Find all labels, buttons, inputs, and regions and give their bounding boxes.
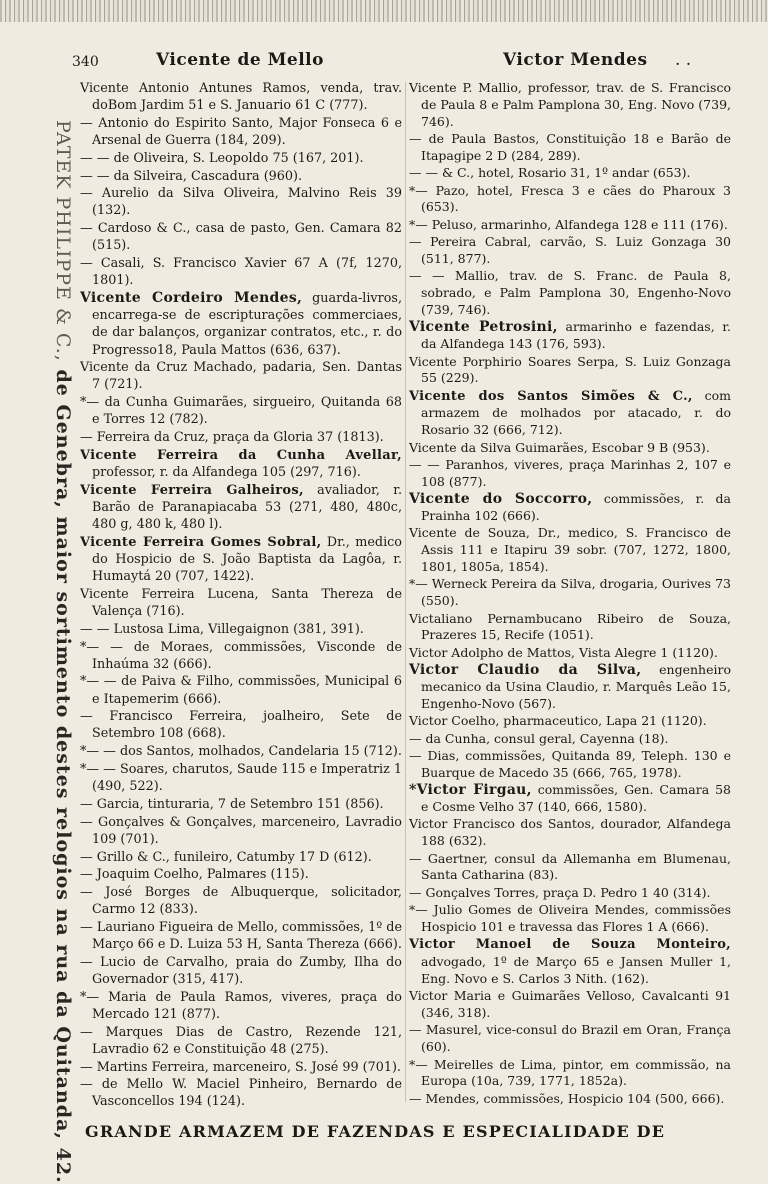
directory-entry [80,796,402,813]
directory-entry [409,388,731,439]
entry-name: Vicente dos Santos Simões & C., [409,388,693,404]
entry-text: Vicente da Cruz Machado, padaria, Sen. Dantas 7 (721). [80,360,402,393]
entry-text: — Masurel, vice-consul do Brazil em Oran, França (60). [409,1022,731,1055]
directory-entry [80,673,402,707]
directory-entry [409,576,731,610]
directory-entry [409,851,731,885]
directory-entry [409,457,731,491]
entry-name: Vicente Ferreira da Cunha Avellar, [80,447,402,463]
entry-text: Victor Coelho, pharmaceutico, Lapa 21 (1120). [409,713,707,729]
entry-text: — Garcia, tinturaria, 7 de Setembro 151 (856). [80,796,384,812]
directory-entry [409,234,731,268]
directory-entry [409,748,731,782]
entry-text: — Marques Dias de Castro, Rezende 121, Lavradio 62 e Constituição 48 (275). [80,1024,402,1057]
directory-entry [409,782,731,816]
directory-entry [80,447,402,481]
directory-entry [80,1059,402,1076]
directory-entry [80,743,402,760]
column-divider [405,82,406,1102]
entry-text: Vicente Antonio Antunes Ramos, venda, trav. doBom Jardim 51 e S. Januario 61 C (777). [80,81,402,114]
entry-text: — Aurelio da Silva Oliveira, Malvino Reis 39 (132). [80,186,402,219]
entry-text: com armazem de molhados por atacado, r. do Rosario 32 (666, 712). [421,387,731,438]
entry-text: *— — de Paiva & Filho, commissões, Municipal 6 e Itapemerim (666). [80,674,402,707]
side-advert-brand: PATEK PHILIPPE & C., [52,120,74,362]
directory-entry [409,165,731,182]
entry-text: — Gonçalves & Gonçalves, marceneiro, Lavradio 109 (701). [80,814,402,847]
entry-text: advogado, 1º de Março 65 e Jansen Muller 1, Eng. Novo e S. Carlos 3 Nith. (162). [421,954,731,986]
entry-text: Vicente P. Mallio, professor, trav. de S. Francisco de Paula 8 e Palm Pamplona 30, Eng. Novo (739, 746). [409,80,731,129]
entry-text: — — Paranhos, viveres, praça Marinhas 2, 107 e 108 (877). [409,457,731,489]
directory-entry [80,482,402,533]
entry-text: — — Lustosa Lima, Villegaignon (381, 391). [80,621,364,637]
entry-text: — Ferreira da Cruz, praça da Gloria 37 (1813). [80,430,384,446]
entry-text: — de Paula Bastos, Constituição 18 e Barão de Itapagipe 2 D (284, 289). [409,130,731,163]
directory-entry [80,814,402,848]
entry-name: Vicente Petrosini, [409,319,558,336]
entry-text: *— Peluso, armarinho, Alfandega 128 e 111 (176). [409,216,728,232]
directory-entry [80,115,402,149]
directory-entry [409,354,731,388]
entry-name: Victor Manoel de Souza Monteiro, [409,937,731,953]
entry-text: *— da Cunha Guimarães, sirgueiro, Quitanda 68 e Torres 12 (782). [80,395,402,428]
entry-text: — Dias, commissões, Quitanda 89, Teleph. 130 e Buarque de Macedo 35 (666, 765, 1978). [409,747,731,780]
directory-entry [409,440,731,457]
directory-entry [80,290,402,359]
directory-entry [80,761,402,795]
side-advert-rest: de Genebra, maior sortimento destes relogios na rua da Quitanda, 42. [52,361,74,1184]
directory-entry [80,849,402,866]
directory-entry [80,429,402,446]
left-running-head: Vicente de Mello [156,50,324,70]
entry-text: — Joaquim Coelho, Palmares (115). [80,867,309,883]
page-top-edge [0,0,768,22]
directory-entry [80,150,402,167]
entry-text: *— Meirelles de Lima, pintor, em commissão, na Europa (10a, 739, 1771, 1852a). [409,1056,731,1089]
entry-text: *— Werneck Pereira da Silva, drogaria, Ourives 73 (550). [409,576,731,609]
right-column [409,80,731,1108]
directory-entry [409,183,731,217]
entry-name: Vicente do Soccorro, [409,491,593,508]
entry-text: — Mendes, commissões, Hospicio 104 (500, 666). [409,1090,725,1106]
entry-text: — Pereira Cabral, carvão, S. Luiz Gonzaga 30 (511, 877). [409,234,731,266]
entry-text: *— Pazo, hotel, Fresca 3 e cães do Pharoux 3 (653). [409,182,731,215]
entry-text: avaliador, r. Barão de Paranapiacaba 53 (271, 480, 480c, 480 g, 480 k, 480 l). [92,482,402,533]
entry-text: — Francisco Ferreira, joalheiro, Sete de Setembro 108 (668). [80,709,402,742]
directory-entry [80,708,402,742]
side-advert [34,120,74,1184]
entry-name: *Victor Firgau, [409,782,532,799]
entry-text: commissões, Gen. Camara 58 e Cosme Velho 37 (140, 666, 1580). [421,782,731,814]
entry-text: Victor Adolpho de Mattos, Vista Alegre 1 (1120). [409,644,718,660]
entry-text: armarinho e fazendas, r. da Alfandega 143 (176, 593). [421,319,731,352]
entry-name: Vicente Ferreira Gomes Sobral, [80,534,322,550]
entry-text: Vicente da Silva Guimarães, Escobar 9 B (953). [409,439,710,455]
entry-text: *— Julio Gomes de Oliveira Mendes, commissões Hospicio 101 e travessa das Flores 1 A (666). [409,902,731,934]
entry-text: — — & C., hotel, Rosario 31, 1º andar (653). [409,165,691,181]
entry-text: guarda-livros, encarrega-se de escripturações commerciaes, de dar balanços, organizar contratos, etc., r. do Progresso18, Paula Mattos (636, 637). [92,291,402,358]
directory-entry [409,1057,731,1091]
entry-text: — Lauriano Figueira de Mello, commissões, 1º de Março 66 e D. Luiza 53 H, Santa Thereza (666). [80,919,402,953]
directory-entry [409,1091,731,1108]
directory-entry [80,884,402,918]
entry-text: — — de Oliveira, S. Leopoldo 75 (167, 201). [80,150,364,166]
side-advert-text [52,120,74,1184]
entry-text: Vicente de Souza, Dr., medico, S. Francisco de Assis 111 e Itapiru 39 sobr. (707, 1272, 1800, 1801, 1805a, 1854). [409,525,731,575]
right-running-head: Victor Mendes [503,50,648,70]
directory-entry [80,1024,402,1058]
directory-entry [409,611,731,645]
running-header [0,48,768,74]
directory-entry [409,936,731,987]
entry-text: — Antonio do Espirito Santo, Major Fonseca 6 e Arsenal de Guerra (184, 209). [80,115,402,149]
directory-entry [409,268,731,318]
directory-entry [409,491,731,525]
directory-entry [409,319,731,353]
entry-text: *— Maria de Paula Ramos, viveres, praça do Mercado 121 (877). [80,989,402,1022]
entry-text: — de Mello W. Maciel Pinheiro, Bernardo de Vasconcellos 194 (124). [80,1077,402,1110]
entry-text: Victor Francisco dos Santos, dourador, Alfandega 188 (632). [409,816,731,849]
entry-text: *— — de Moraes, commissões, Visconde de Inhaúma 32 (666). [80,639,402,672]
directory-entry [409,713,731,730]
entry-text: — — da Silveira, Cascadura (960). [80,168,303,184]
left-column [80,80,402,1111]
directory-entry [80,185,402,219]
directory-entry [409,645,731,662]
directory-entry [80,1076,402,1110]
footer-banner: GRANDE ARMAZEM DE FAZENDAS E ESPECIALIDADE DE [85,1122,666,1141]
entry-text: *— — dos Santos, molhados, Candelaria 15 (712). [80,744,402,760]
entry-text: commissões, r. da Prainha 102 (666). [421,491,732,524]
directory-entry [80,255,402,289]
entry-text: Dr., medico do Hospicio de S. João Baptista da Lagôa, r. Humaytá 20 (707, 1422). [92,534,402,585]
entry-text: professor, r. da Alfandega 105 (297, 716). [92,464,361,480]
entry-text: — Casali, S. Francisco Xavier 67 A (7f, 1270, 1801). [80,256,402,289]
entry-text: Victor Maria e Guimarães Velloso, Cavalcanti 91 (346, 318). [409,988,731,1021]
entry-text: — José Borges de Albuquerque, solicitador, Carmo 12 (833). [80,885,402,918]
directory-entry [409,80,731,130]
directory-entry [409,1022,731,1056]
entry-text: — — Mallio, trav. de S. Franc. de Paula 8, sobrado, e Palm Pamplona 30, Engenho-Novo (739, 746). [409,268,731,317]
directory-entry [80,359,402,393]
directory-entry [80,639,402,673]
directory-entry [80,954,402,988]
directory-entry [409,525,731,575]
entry-text: — Lucio de Carvalho, praia do Zumby, Ilha do Governador (315, 417). [80,954,402,987]
entry-text: — Gaertner, consul da Allemanha em Blumenau, Santa Catharina (83). [409,850,731,883]
directory-entry [80,534,402,585]
directory-entry [409,988,731,1022]
directory-entry [409,902,731,936]
header-dots: . . [675,50,692,70]
entry-text: *— — Soares, charutos, Saude 115 e Imperatriz 1 (490, 522). [80,761,402,795]
entry-text: — da Cunha, consul geral, Cayenna (18). [409,730,669,746]
directory-entry [80,866,402,883]
entry-text: — Grillo & C., funileiro, Catumby 17 D (612). [80,849,372,865]
directory-entry [80,168,402,185]
directory-entry [409,816,731,850]
entry-name: Vicente Cordeiro Mendes, [80,290,303,307]
entry-text: Vicente Ferreira Lucena, Santa Thereza de Valença (716). [80,586,402,619]
directory-entry [80,621,402,638]
entry-name: Victor Claudio da Silva, [409,662,642,679]
entry-text: — Gonçalves Torres, praça D. Pedro 1 40 (314). [409,884,711,900]
entry-text: — Martins Ferreira, marceneiro, S. José 99 (701). [80,1059,401,1075]
entry-text: Victaliano Pernambucano Ribeiro de Souza, Prazeres 15, Recife (1051). [409,610,731,643]
directory-entry [409,662,731,712]
page-number: 340 [72,54,99,70]
entry-text: Vicente Porphirio Soares Serpa, S. Luiz Gonzaga 55 (229). [409,353,731,386]
directory-entry [80,80,402,114]
directory-entry [80,394,402,428]
entry-text: engenheiro mecanico da Usina Claudio, r. Marquês Leão 15, Engenho-Novo (567). [421,662,731,711]
directory-entry [409,217,731,234]
directory-entry [409,885,731,902]
directory-entry [409,731,731,748]
directory-entry [80,919,402,953]
directory-entry [80,989,402,1023]
entry-name: Vicente Ferreira Galheiros, [80,482,304,498]
directory-entry [409,131,731,165]
directory-entry [80,586,402,620]
directory-entry [80,220,402,254]
entry-text: — Cardoso & C., casa de pasto, Gen. Camara 82 (515). [80,221,402,254]
